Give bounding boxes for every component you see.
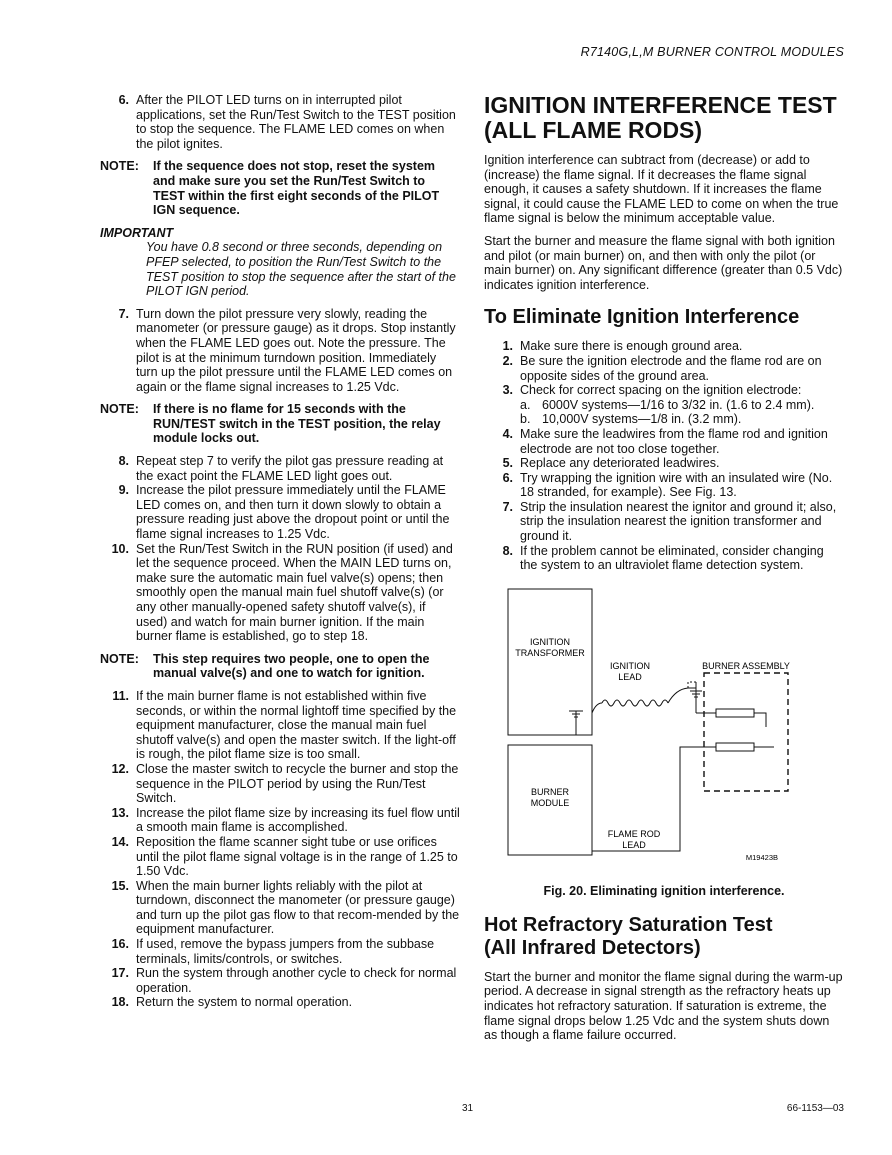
- step-number: 2.: [502, 353, 513, 368]
- list-item: [100, 762, 460, 806]
- left-column: [100, 93, 460, 1010]
- subsection-title-line-2: (All Infrared Detectors): [484, 936, 701, 959]
- sub-item: [484, 412, 844, 427]
- list-item: [100, 995, 460, 1010]
- ignition-lead-label-2: LEAD: [618, 671, 642, 682]
- step-number: 13.: [111, 805, 129, 820]
- step-text: Increase the pilot flame size by increasing its fuel flow until a smooth main flame is accomplished.: [136, 805, 460, 835]
- ignition-lead-start: [592, 703, 602, 713]
- step-number: 12.: [111, 761, 129, 776]
- step-number: 7.: [502, 499, 513, 514]
- paragraph: Start the burner and measure the flame signal with both ignition and pilot (or main burner) on, and then with only the pilot (or main burner) on. Any significant difference (greater than 0.5 Vdc) indicates ignition interference.: [484, 233, 843, 292]
- list-item: [100, 937, 460, 966]
- step-number: 16.: [111, 937, 129, 952]
- sub-text: 6000V systems—1/16 to 3/32 in. (1.6 to 2.4 mm).: [542, 397, 815, 412]
- ground-strap: [688, 682, 696, 688]
- step-number: 7.: [118, 306, 129, 321]
- ignition-interference-diagram: [484, 585, 844, 875]
- subsection-title-line-1: Hot Refractory Saturation Test: [484, 913, 773, 936]
- list-item: [484, 544, 844, 573]
- step-text: Close the master switch to recycle the burner and stop the sequence in the PILOT period by using the Run/Test Switch.: [136, 761, 459, 806]
- step-text: Check for correct spacing on the ignition electrode:: [520, 383, 802, 398]
- note: [100, 402, 460, 446]
- step-number: 14.: [111, 834, 129, 849]
- list-item: [484, 354, 844, 383]
- module-label-2: MODULE: [530, 797, 570, 808]
- step-text: Replace any deteriorated leadwires.: [520, 456, 720, 471]
- step-text: If the main burner flame is not established within five seconds, or within the normal lightoff time specified by the equipment manufacturer, close the manual main fuel shutoff valve(s) and open the master switch. If the light-off is rough, the pilot flame size is too small.: [136, 688, 457, 762]
- step-text: When the main burner lights reliably with the pilot at turndown, disconnect the manometer (or pressure gauge) and turn up the pilot gas flow to that recom-mended by the equipment manufacturer.: [136, 878, 460, 937]
- step-text: After the PILOT LED turns on in interrupted pilot applications, set the Run/Test Switch to the TEST position to stop the sequence. The FLAME LED comes on when the pilot ignites.: [136, 93, 456, 151]
- step-text: Make sure the leadwires from the flame rod and ignition electrode are not too close together.: [520, 426, 828, 456]
- step-number: 1.: [502, 339, 513, 354]
- list-item: [484, 383, 844, 398]
- figure-caption: Fig. 20. Eliminating ignition interference.: [543, 883, 785, 898]
- step-text: Try wrapping the ignition wire with an insulated wire (No. 18 stranded, for example). See Fig. 13.: [520, 470, 833, 500]
- step-number: 5.: [502, 456, 513, 471]
- sub-label: a.: [520, 397, 531, 412]
- paragraph: Ignition interference can subtract from (decrease) or add to (increase) the flame signal. If it decreases the flame signal enough, it causes a safety shutdown. If it increases the flame signal, it could cause the FLAME LED to come on when the true flame signal is below the minimum acceptable value.: [484, 153, 839, 226]
- flame-rod-lead-label-1: FLAME ROD: [607, 828, 661, 839]
- list-item: [484, 500, 844, 544]
- section-title: IGNITION INTERFERENCE TEST (ALL FLAME RODS): [484, 92, 837, 143]
- step-number: 6.: [502, 470, 513, 485]
- step-number: 3.: [502, 383, 513, 398]
- list-item: [100, 879, 460, 937]
- step-text: If the problem cannot be eliminated, consider changing the system to an ultraviolet flame detection system.: [520, 543, 824, 573]
- note-text: This step requires two people, one to open the manual valve(s) and one to watch for ignition.: [153, 651, 430, 681]
- list-item: [100, 454, 460, 483]
- list-item: [484, 471, 844, 500]
- step-text: Set the Run/Test Switch in the RUN position (if used) and let the sequence proceed. When the MAIN LED turns on, make sure the automatic main fuel valve(s) opens; then smoothly open the manual main fuel shutoff valve(s) (or any other manually-opened safety shutoff valve(s), if used) and watch for main burner ignition. If the main burner flame is established, go to step 18.: [136, 541, 453, 644]
- flame-rod: [716, 743, 754, 751]
- step-number: 11.: [112, 688, 129, 703]
- flame-rod-lead-label-2: LEAD: [622, 839, 646, 850]
- paragraph: Start the burner and monitor the flame signal during the warm-up period. A decrease in signal strength as the refractory heats up indicates hot refractory saturation. If saturation is extreme, the flame signal drops below 1.25 Vdc and the system shuts down as though a flame failure occurred.: [484, 969, 843, 1043]
- sub-label: b.: [520, 412, 531, 427]
- list-item: [100, 966, 460, 995]
- important-text: You have 0.8 second or three seconds, depending on PFEP selected, to position the Run/Test Switch to the TEST position to stop the sequence after the start of the PILOT IGN period.: [146, 240, 456, 299]
- step-number: 17.: [111, 966, 129, 981]
- step-text: Turn down the pilot pressure very slowly, reading the manometer (or pressure gauge) as it drops. Stop instantly when the FLAME LED goes out. Note the pressure. The pilot is at the minimum turndown position. Immediately turn up the pilot pressure until the FLAME LED comes on again or the flame signal increases to 1.25 Vdc.: [136, 306, 456, 394]
- sub-item: [484, 398, 844, 413]
- sub-text: 10,000V systems—1/8 in. (3.2 mm).: [542, 412, 742, 427]
- step-number: 4.: [502, 426, 513, 441]
- ignition-electrode: [716, 709, 754, 717]
- step-text: Increase the pilot pressure immediately until the FLAME LED comes on, and then turn it down slowly to obtain a pressure reading just above the dropout point or until the flame signal increases to 1.25 Vdc.: [136, 483, 450, 542]
- note-text: If there is no flame for 15 seconds with the RUN/TEST switch in the TEST position, the relay module locks out.: [153, 402, 441, 446]
- transformer-label-2: TRANSFORMER: [515, 647, 585, 658]
- list-item: [100, 835, 460, 879]
- electrode-tip: [754, 713, 766, 727]
- subsection-title: To Eliminate Ignition Interference: [484, 306, 800, 329]
- step-text: Return the system to normal operation.: [136, 995, 353, 1010]
- list-item: [484, 456, 844, 471]
- eliminate-steps-list: [484, 339, 844, 573]
- step-number: 9.: [118, 483, 129, 498]
- note: [100, 652, 460, 681]
- step-text: Reposition the flame scanner sight tube or use orifices until the pilot flame signal voltage is in the range of 1.25 to 1.50 Vdc.: [136, 834, 458, 879]
- note: [100, 159, 460, 217]
- step-number: 15.: [111, 878, 129, 893]
- step-text: Repeat step 7 to verify the pilot gas pressure reading at the exact point the FLAME LED light goes out.: [136, 454, 444, 483]
- list-item: [100, 806, 460, 835]
- step-text: Be sure the ignition electrode and the flame rod are on opposite sides of the ground area.: [520, 353, 822, 383]
- step-text: Make sure there is enough ground area.: [520, 339, 743, 354]
- important-label: IMPORTANT: [100, 225, 174, 240]
- note-label: NOTE:: [100, 651, 139, 666]
- note-text: If the sequence does not stop, reset the system and make sure you set the Run/Test Switch to TEST within the first eight seconds of the PILOT IGN sequence.: [153, 159, 440, 218]
- step-number: 8.: [118, 454, 129, 469]
- step-number: 6.: [118, 93, 129, 107]
- list-item: [100, 689, 460, 762]
- list-item: [100, 483, 460, 541]
- subsection-title: [484, 914, 844, 960]
- document-number: 66-1153—03: [786, 1103, 844, 1114]
- right-column: [484, 93, 844, 1051]
- step-text: Strip the insulation nearest the ignitor and ground it; also, strip the insulation nearest the ignition transformer and ground it.: [520, 499, 837, 544]
- ignition-lead-label-1: IGNITION: [610, 660, 650, 671]
- step-number: 10.: [111, 541, 129, 556]
- burner-assembly-label: BURNER ASSEMBLY: [702, 660, 790, 671]
- figure-id: M19423B: [745, 852, 778, 862]
- step-text: Run the system through another cycle to check for normal operation.: [136, 966, 457, 995]
- wrapped-ignition-lead: [602, 700, 668, 706]
- module-label-1: BURNER: [530, 786, 570, 797]
- list-item: [484, 427, 844, 456]
- transformer-label-1: IGNITION: [530, 636, 570, 647]
- step-number: 18.: [111, 995, 129, 1010]
- note-label: NOTE:: [100, 159, 139, 174]
- list-item: [100, 93, 460, 151]
- list-item: [484, 339, 844, 354]
- page-number: 31: [462, 1103, 474, 1114]
- step-text: If used, remove the bypass jumpers from the subbase terminals, limits/controls, or switches.: [136, 937, 435, 966]
- ignition-transformer-box: [508, 589, 592, 735]
- list-item: [100, 542, 460, 644]
- ignition-lead-end: [668, 688, 696, 703]
- list-item: [100, 307, 460, 395]
- burner-assembly-box: [704, 673, 788, 791]
- note-label: NOTE:: [100, 402, 139, 417]
- running-header: R7140G,L,M BURNER CONTROL MODULES: [580, 45, 844, 59]
- step-number: 8.: [502, 543, 513, 558]
